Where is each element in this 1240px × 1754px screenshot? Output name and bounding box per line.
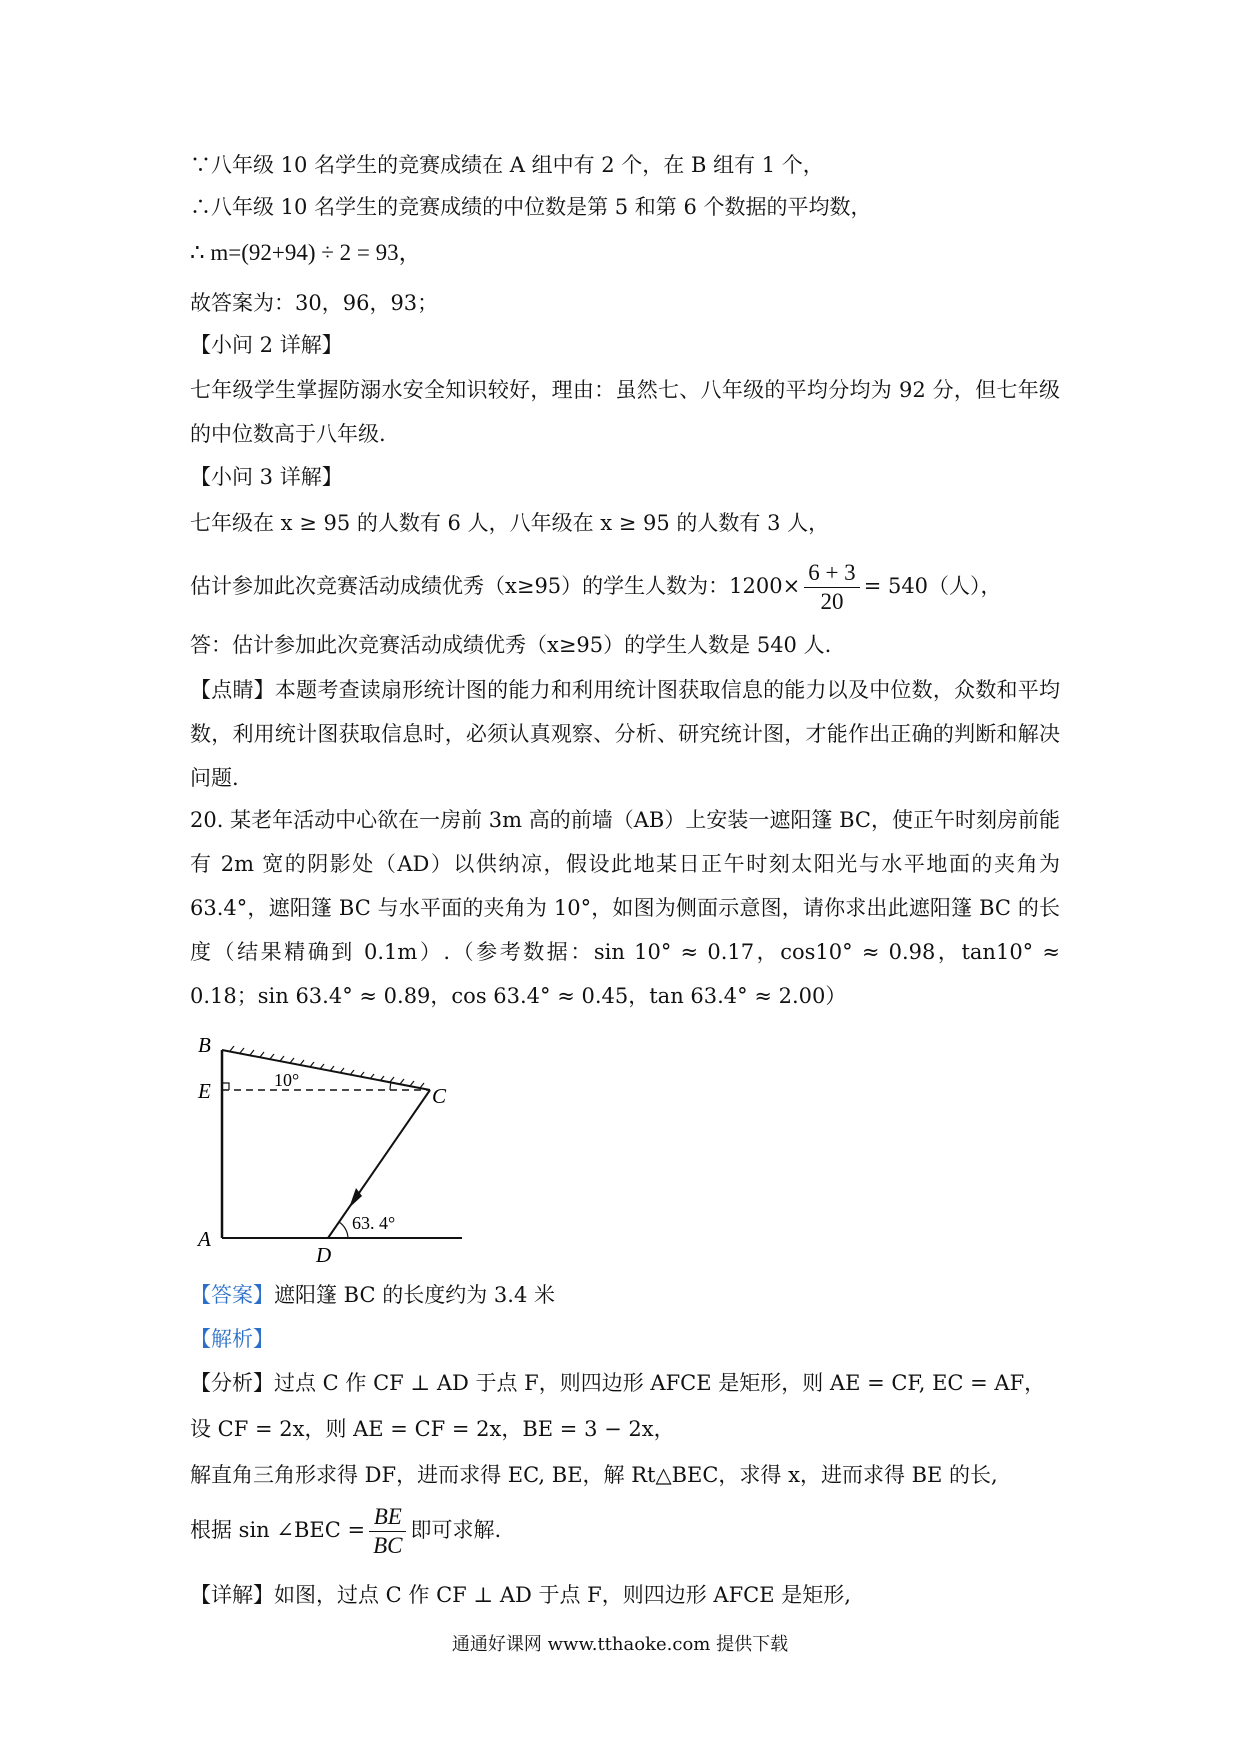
analysis-line-1: 【分析】过点 C 作 CF ⊥ AD 于点 F，则四边形 AFCE 是矩形，则 AE = CF, EC = AF， bbox=[190, 1371, 1046, 1395]
angle-label-63: 63. 4° bbox=[352, 1213, 396, 1233]
label-b: B bbox=[198, 1033, 211, 1057]
label-d: D bbox=[316, 1243, 332, 1267]
section-heading-q3: 【小问 3 详解】 bbox=[190, 465, 343, 489]
estimate-text: 估计参加此次竞赛活动成绩优秀（x≥95）的学生人数为：1200× bbox=[190, 574, 801, 598]
text-line-4: 故答案为：30，96，93； bbox=[190, 291, 439, 315]
answer-line bbox=[190, 1280, 555, 1310]
fraction-numerator: 6 + 3 bbox=[804, 559, 859, 588]
answer-tag: 【答案】 bbox=[190, 1283, 274, 1307]
estimate-result: = 540（人）， bbox=[863, 574, 1002, 598]
label-a: A bbox=[198, 1227, 211, 1251]
sin-formula-tail: 即可求解. bbox=[410, 1518, 502, 1542]
label-c: C bbox=[432, 1084, 447, 1108]
angle-label-10: 10° bbox=[274, 1070, 300, 1090]
text-line-1: ∵八年级 10 名学生的竞赛成绩在 A 组中有 2 个，在 B 组有 1 个， bbox=[190, 153, 824, 177]
analysis-line-2: 设 CF = 2x，则 AE = CF = 2x，BE = 3 − 2x， bbox=[190, 1417, 675, 1441]
fraction-be-over-bc bbox=[369, 1503, 406, 1560]
text-line-2: ∴八年级 10 名学生的竞赛成绩的中位数是第 5 和第 6 个数据的平均数， bbox=[190, 195, 872, 219]
analysis-tag: 【解析】 bbox=[190, 1327, 274, 1351]
fraction-denominator: BC bbox=[373, 1533, 403, 1558]
text-line-10: 答：估计参加此次竞赛活动成绩优秀（x≥95）的学生人数是 540 人. bbox=[190, 633, 832, 657]
awning-line bbox=[222, 1050, 430, 1090]
awning-hatching bbox=[230, 1046, 424, 1088]
section-heading-q2: 【小问 2 详解】 bbox=[190, 333, 343, 357]
label-e: E bbox=[198, 1079, 211, 1103]
text-line-9 bbox=[190, 556, 1002, 616]
fraction-numerator: BE bbox=[369, 1503, 406, 1532]
text-paragraph-q2: 七年级学生掌握防溺水安全知识较好，理由：虽然七、八年级的平均分均为 92 分，但七年级的中位数高于八年级. bbox=[190, 378, 1060, 446]
analysis-line-4 bbox=[190, 1500, 501, 1560]
text-line-8: 七年级在 x ≥ 95 的人数有 6 人，八年级在 x ≥ 95 的人数有 3 人， bbox=[190, 511, 830, 535]
page-footer: 通通好课网 www.tthaoke.com 提供下载 bbox=[451, 1634, 789, 1655]
question-20-paragraph: 20. 某老年活动中心欲在一房前 3m 高的前墙（AB）上安装一遮阳篷 BC，使正午时刻房前能有 2m 宽的阴影处（AD）以供纳凉，假设此地某日正午时刻太阳光与水平地面的夹角为 63.4°，遮阳篷 BC 与水平面的夹角为 10°，如图为侧面示意图，请你求出此遮阳篷 BC 的长度（结果精确到 0.1m）.（参考数据：sin 10° ≈ 0.17，cos10° ≈ 0.98，tan10° ≈ 0.18；sin 63.4° ≈ 0.89，cos 63.4° ≈ 0.45，tan 63.4° ≈ 2.00） bbox=[190, 808, 1060, 1008]
analysis-line-3: 解直角三角形求得 DF，进而求得 EC, BE，解 Rt△BEC，求得 x，进而求得 BE 的长, bbox=[190, 1463, 998, 1487]
summary-paragraph: 【点睛】本题考查读扇形统计图的能力和利用统计图获取信息的能力以及中位数，众数和平均数，利用统计图获取信息时，必须认真观察、分析、研究统计图，才能作出正确的判断和解决问题. bbox=[190, 678, 1060, 790]
sin-formula-text: 根据 sin ∠BEC = bbox=[190, 1518, 366, 1542]
fraction-denominator: 20 bbox=[820, 589, 844, 614]
fraction-6-3-over-20 bbox=[804, 559, 859, 616]
detail-line: 【详解】如图，过点 C 作 CF ⊥ AD 于点 F，则四边形 AFCE 是矩形, bbox=[190, 1583, 851, 1607]
awning-diagram bbox=[190, 1030, 480, 1270]
answer-text: 遮阳篷 BC 的长度约为 3.4 米 bbox=[274, 1283, 555, 1307]
angle-arc-63 bbox=[339, 1222, 348, 1238]
angle-arc-10 bbox=[390, 1082, 391, 1090]
text-line-3: ∴ m=(92+94) ÷ 2 = 93， bbox=[190, 240, 422, 265]
